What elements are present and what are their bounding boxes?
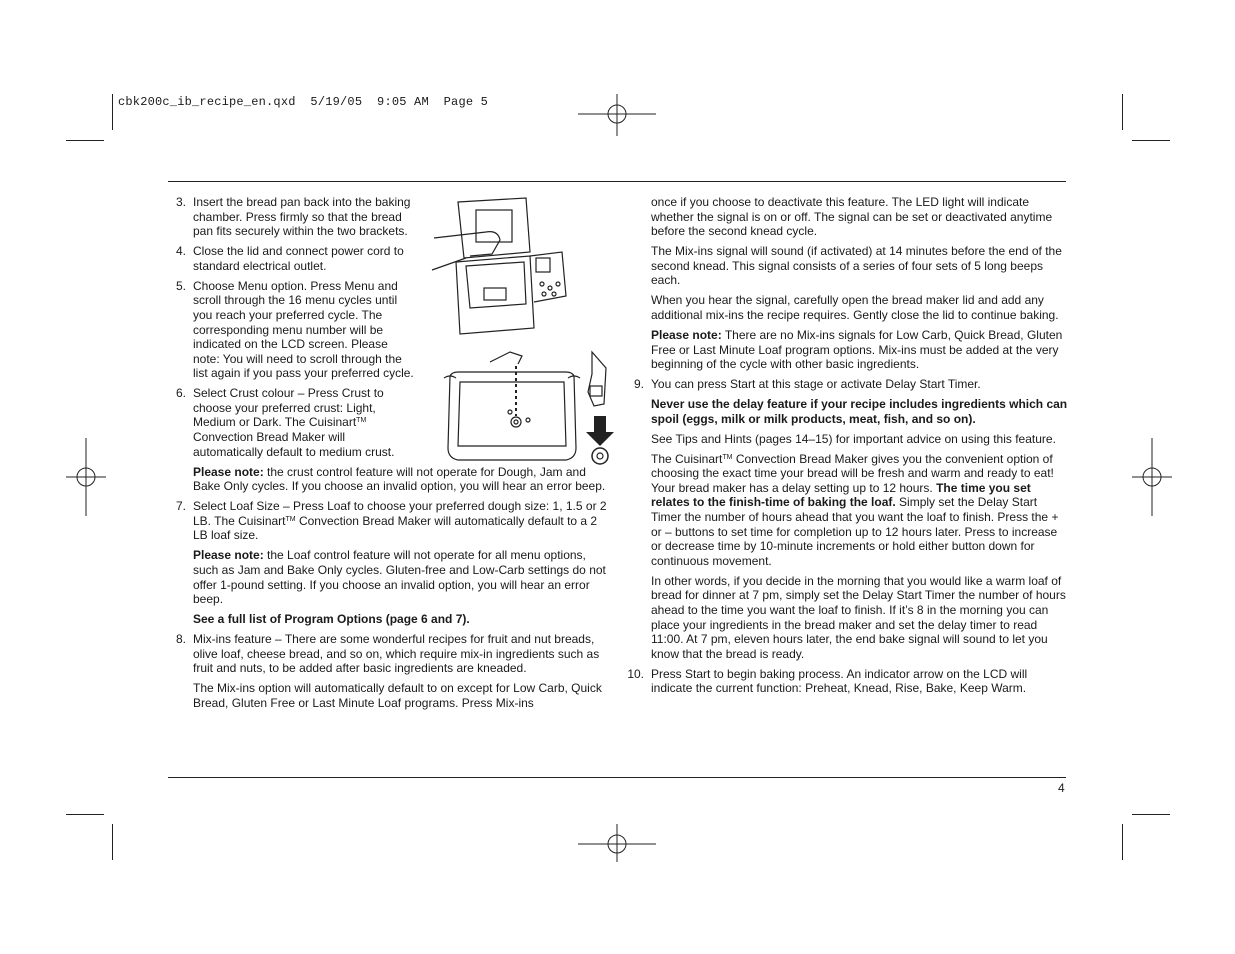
example-paragraph: In other words, if you decide in the morning that you would like a warm loaf of bread for dinner at 7 pm, simply set the Delay Start Timer the number of hours ahead to the time you want the loaf to finish. If it’s 8 in the morning you can place your ingredients in the bread maker and set the delay timer to read 11:00. At 7 pm, eleven hours later, the end bake signal will sound to let you know that the bread is ready.: [651, 573, 1066, 661]
bottom-rule: [168, 777, 1066, 778]
note-paragraph: Please note: the crust control feature will not operate for Dough, Jam and Bake Only cycles. If you choose an invalid option, you will hear an error beep.: [193, 464, 606, 494]
crop-mark: [1132, 140, 1170, 141]
trademark-symbol: TM: [356, 417, 367, 425]
instruction-step-8: [169, 632, 609, 710]
step-number: 3.: [175, 195, 186, 209]
trademark-symbol: TM: [285, 515, 296, 523]
step-text: Select Loaf Size – Press Loaf to choose your preferred dough size: 1, 1.5 or 2 LB. The Cuisinart™ Convection Bread Maker will automatically default to a 2 LB loaf size.: [193, 499, 607, 543]
step-text: Insert the bread pan back into the baking chamber. Press firmly so that the bread pan fits securely within the two brackets.: [193, 195, 411, 239]
crop-mark: [1122, 824, 1123, 860]
step-paragraph: The Mix-ins option will automatically default to on except for Low Carb, Quick Bread, Gluten Free or Last Minute Loaf programs. Press Mix-ins: [193, 681, 602, 710]
print-slug-line: cbk200c_ib_recipe_en.qxd 5/19/05 9:05 AM Page 5: [118, 95, 489, 109]
instruction-step-5: [169, 279, 415, 381]
step-number: 4.: [175, 244, 186, 259]
step-number: 9.: [633, 377, 644, 392]
mixins-signal-paragraph: The Mix-ins signal will sound (if activated) at 14 minutes before the end of the second knead. This signal consists of a series of four sets of 5 long beeps each.: [651, 244, 1062, 288]
registration-mark-icon: [578, 824, 656, 862]
registration-mark-icon: [66, 438, 106, 516]
step-number: 5.: [175, 278, 186, 293]
registration-mark-icon: [1132, 438, 1172, 516]
left-column: [169, 195, 609, 716]
page-number: 4: [1058, 781, 1065, 795]
crop-mark: [66, 814, 104, 815]
step-text: You can press Start at this stage or activate Delay Start Timer.: [651, 377, 981, 392]
delay-warning: Never use the delay feature if your recipe includes ingredients which can spoil (eggs, milk or milk products, meat, fish, and so on).: [651, 397, 1068, 426]
instruction-step-9: [627, 377, 1069, 661]
step-text: Press Start to begin baking process. An indicator arrow on the LCD will indicate the current function: Preheat, Knead, Rise, Bake, Keep Warm.: [651, 666, 1028, 696]
step-number: 8.: [175, 632, 186, 647]
note-label: Please note:: [651, 327, 722, 342]
note-paragraph: Please note: the Loaf control feature will not operate for all menu options, such as Jam and Bake Only cycles. Gluten-free and Low-Carb settings do not offer 1-pound setting. If you choose an invalid option, you will hear an error beep.: [193, 548, 606, 607]
mixins-add-paragraph: When you hear the signal, carefully open the bread maker lid and add any additional mix-ins the recipe requires. Gently close the lid to continue baking.: [651, 293, 1059, 322]
right-column: [627, 195, 1069, 701]
step-text: Choose Menu option. Press Menu and scroll through the 16 menu cycles until you reach your preferred cycle. The corresponding menu number will be indicated on the LCD screen. Please note: You will need to scroll through the list again if you pass your preferred cycle.: [193, 278, 414, 381]
crop-mark: [1122, 94, 1123, 130]
program-options-reference: See a full list of Program Options (page 6 and 7).: [193, 612, 470, 627]
step-number: 6.: [175, 386, 186, 401]
tips-reference: See Tips and Hints (pages 14–15) for important advice on using this feature.: [651, 431, 1056, 446]
instruction-step-7: [169, 499, 609, 627]
top-rule: [168, 181, 1066, 182]
step-text: Close the lid and connect power cord to standard electrical outlet.: [193, 244, 404, 273]
step-text: Select Crust colour – Press Crust to choose your preferred crust: Light, Medium or Dark. The Cuisinart™ Convection Bread Maker will automatically default to medium crust.: [193, 386, 395, 459]
crop-mark: [112, 824, 113, 860]
crop-mark: [1132, 814, 1170, 815]
step-text: Mix-ins feature – There are some wonderful recipes for fruit and nut breads, olive loaf, cheese bread, and so on, which require mix-in ingredients such as fruit and nuts, to be added after basic ingredients are kneaded.: [193, 632, 600, 676]
instruction-step-4: [169, 244, 415, 273]
instruction-step-6: [169, 386, 609, 494]
note-paragraph: Please note: There are no Mix-ins signals for Low Carb, Quick Bread, Gluten Free or Last Minute Loaf program options. Mix-ins must be added at the very beginning of the cycle with other basic ingredients.: [651, 327, 1063, 372]
crop-mark: [66, 140, 104, 141]
step-number: 7.: [175, 499, 186, 514]
trademark-symbol: TM: [722, 453, 733, 461]
step-number: 10.: [627, 666, 644, 681]
note-label: Please note:: [193, 548, 264, 563]
instruction-step-10: [627, 667, 1069, 696]
instruction-step-3: [169, 195, 415, 239]
delay-paragraph: The Cuisinart™ Convection Bread Maker gives you the convenient option of choosing the exact time your bread will be fresh and warm and ready to eat! Your bread maker has a delay setting up to 12 hours. The time you set relates to the finish-time of baking the loaf. Simply set the Delay Start Timer the number of hours ahead that you want the loaf to finish. Press the + or – buttons to set time for completion up to 12 hours later. Press to increase or decrease time by 10-minute increments or hold either button down for continuous movement.: [651, 451, 1059, 568]
continued-paragraph: once if you choose to deactivate this feature. The LED light will indicate whether the signal is on or off. The signal can be set or deactivated anytime before the second knead cycle.: [651, 195, 1053, 239]
crop-mark: [112, 94, 113, 130]
registration-mark-icon: [578, 94, 656, 136]
note-label: Please note:: [193, 464, 264, 479]
